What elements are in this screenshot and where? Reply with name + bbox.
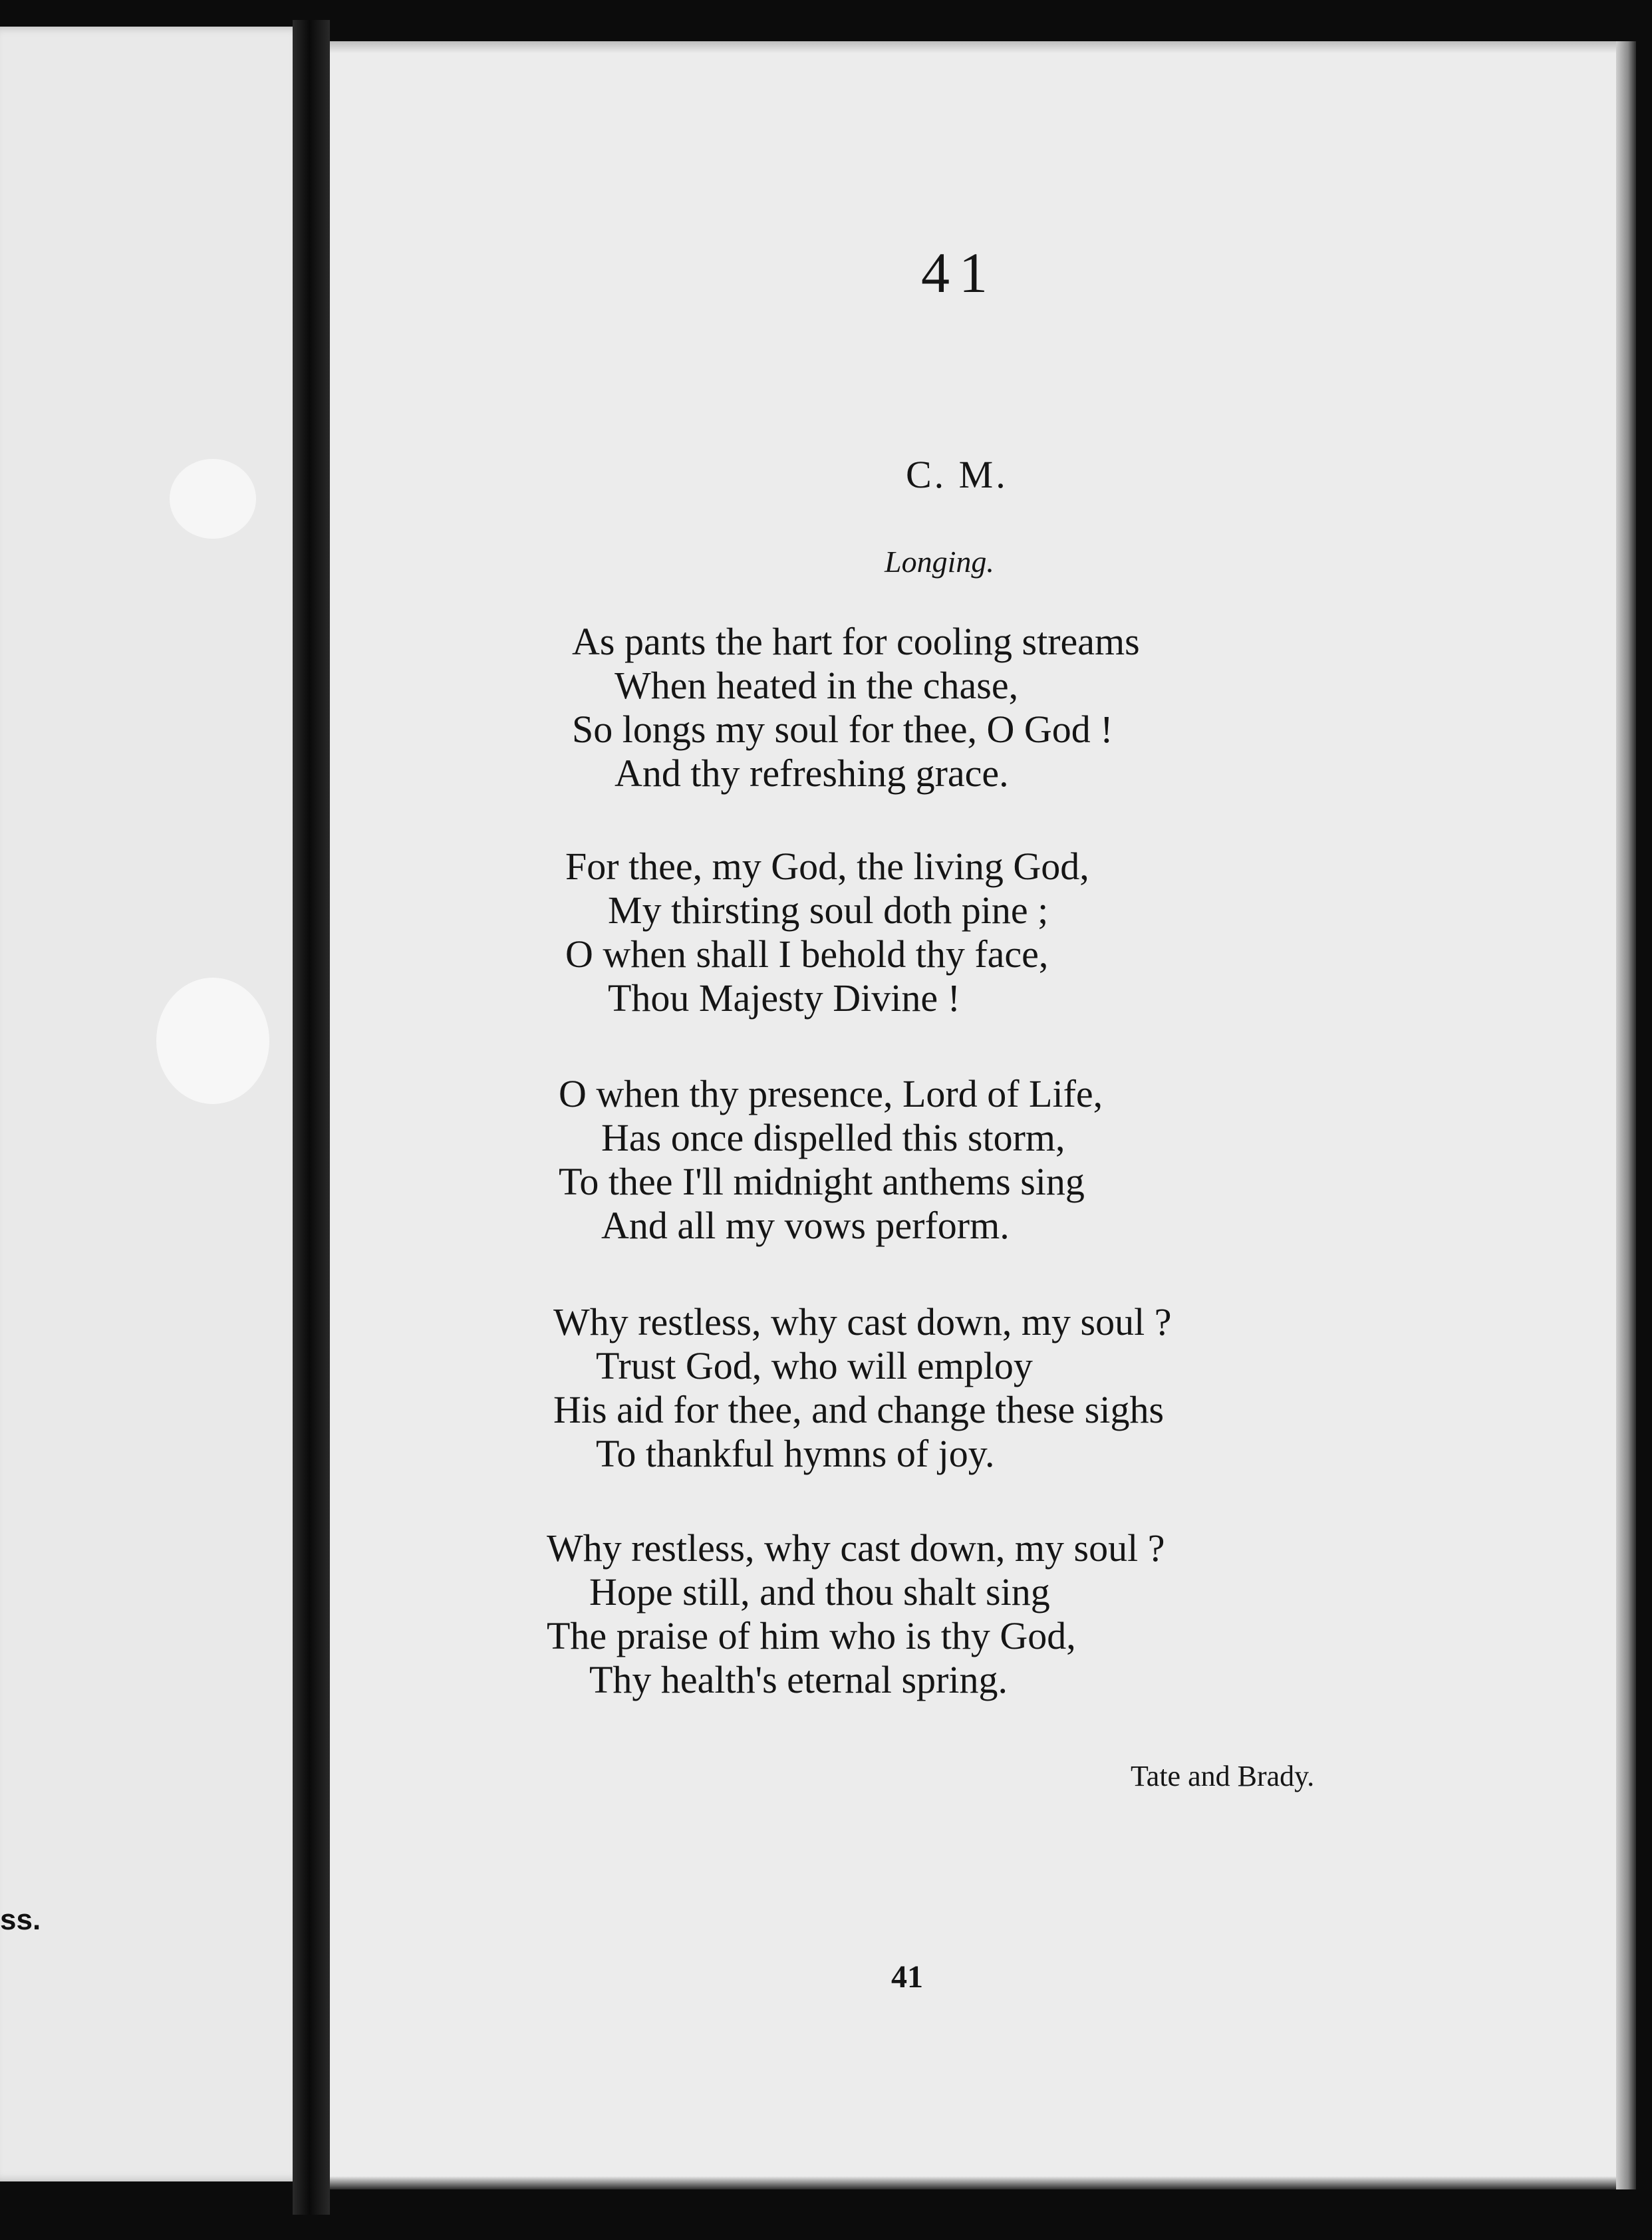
verse-line: O when thy presence, Lord of Life, bbox=[559, 1072, 1103, 1115]
page-top-shadow bbox=[327, 41, 1634, 53]
verse-line: And thy refreshing grace. bbox=[615, 752, 1009, 795]
left-facing-page bbox=[0, 27, 306, 2181]
verse-line: Why restless, why cast down, my soul ? bbox=[553, 1300, 1172, 1343]
page-bottom-shadow bbox=[327, 2176, 1634, 2189]
page-number: 41 bbox=[891, 1959, 923, 1995]
verse-line: Why restless, why cast down, my soul ? bbox=[547, 1526, 1165, 1570]
verse-line: His aid for thee, and change these sighs bbox=[553, 1388, 1165, 1431]
verse-line: Thy health's eternal spring. bbox=[589, 1658, 1008, 1701]
page-edge bbox=[1616, 41, 1636, 2189]
verse-line: Hope still, and thou shalt sing bbox=[589, 1570, 1050, 1613]
verse-5 bbox=[547, 1526, 1165, 1702]
hymn-title: Longing. bbox=[885, 545, 994, 579]
verse-line: For thee, my God, the living God, bbox=[565, 845, 1089, 888]
verse-line: So longs my soul for thee, O God ! bbox=[572, 708, 1113, 751]
verse-line: When heated in the chase, bbox=[615, 664, 1019, 707]
left-page-text-fragment: ss. bbox=[0, 1903, 41, 1936]
paper-blemish bbox=[156, 978, 269, 1104]
paper-blemish bbox=[170, 459, 256, 539]
book-gutter bbox=[293, 20, 330, 2215]
verse-3 bbox=[559, 1072, 1103, 1248]
verse-4 bbox=[553, 1300, 1171, 1476]
verse-line: To thankful hymns of joy. bbox=[596, 1432, 995, 1475]
verse-line: My thirsting soul doth pine ; bbox=[608, 889, 1049, 932]
verse-line: The praise of him who is thy God, bbox=[547, 1614, 1076, 1657]
verse-2 bbox=[565, 845, 1089, 1020]
verse-line: To thee I'll midnight anthems sing bbox=[559, 1160, 1085, 1203]
hymn-meter: C. M. bbox=[906, 453, 1008, 496]
verse-line: Thou Majesty Divine ! bbox=[608, 976, 960, 1020]
verse-line: Trust God, who will employ bbox=[596, 1344, 1033, 1387]
verse-line: O when shall I behold thy face, bbox=[565, 932, 1049, 976]
verse-line: Has once dispelled this storm, bbox=[601, 1116, 1065, 1159]
hymn-attribution: Tate and Brady. bbox=[1131, 1760, 1315, 1792]
verse-line: And all my vows perform. bbox=[601, 1204, 1010, 1247]
hymn-number: 41 bbox=[921, 241, 997, 305]
verse-line: As pants the hart for cooling streams bbox=[572, 620, 1140, 663]
verse-1 bbox=[572, 620, 1140, 795]
